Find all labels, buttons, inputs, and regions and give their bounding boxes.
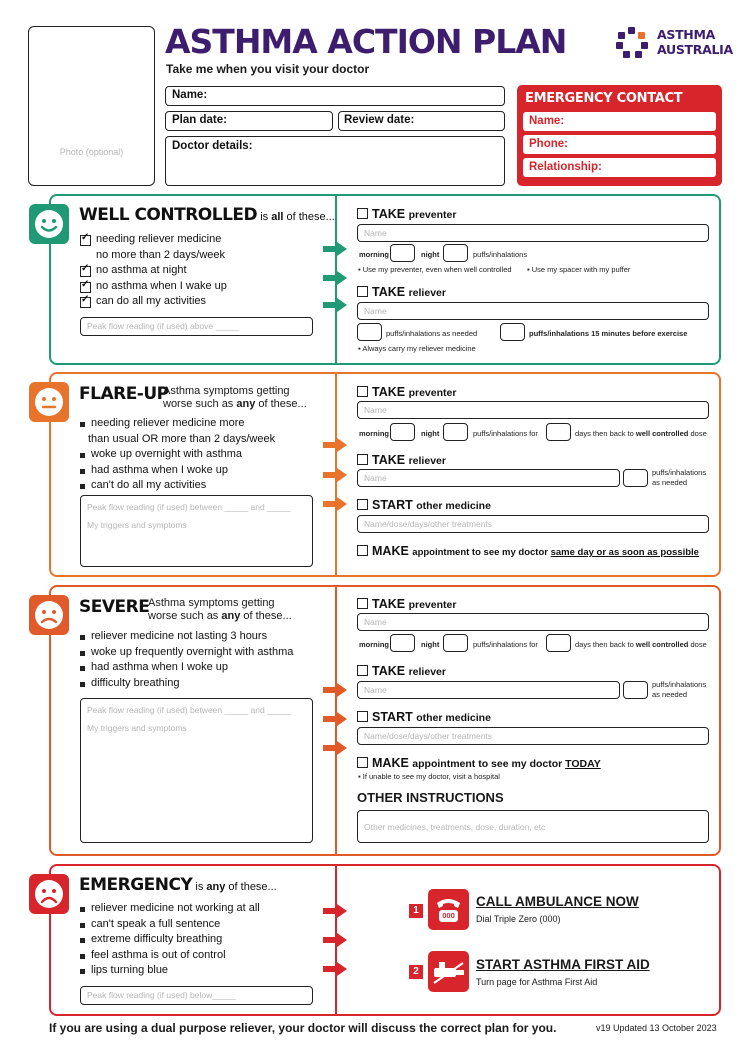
intro-post: of these... <box>255 398 307 410</box>
severe-symptom-list <box>79 629 329 691</box>
checkbox-icon[interactable] <box>357 208 368 219</box>
flare-notes-field[interactable] <box>80 495 313 567</box>
step1-subtitle: Dial Triple Zero (000) <box>476 914 561 924</box>
list-item: can't do all my activities <box>79 478 329 494</box>
well-intro-post: of these... <box>283 211 335 223</box>
logo-text-1: ASTHMA <box>657 27 715 42</box>
puffs-label: puffs/inhalations <box>473 250 528 259</box>
well-preventer-name-field[interactable] <box>357 224 709 242</box>
puffs-for-label: puffs/inhalations for <box>473 429 538 438</box>
note-text: Always carry my reliever medicine <box>362 344 476 353</box>
inhaler-icon <box>428 951 469 992</box>
flare-symptom-list <box>79 416 329 494</box>
take-label: TAKE <box>372 664 406 678</box>
severe-take-preventer[interactable] <box>357 597 456 611</box>
days-back-label <box>575 429 707 438</box>
phone-icon <box>428 889 469 930</box>
appt-text: appointment to see my doctor <box>412 758 566 770</box>
footer-note: If you are using a dual purpose reliever, your doctor will discuss the correct plan for you. <box>49 1021 557 1035</box>
name-placeholder: Name <box>364 405 387 415</box>
happy-face-icon <box>29 204 69 244</box>
page-subtitle: Take me when you visit your doctor <box>166 62 370 76</box>
reliever-word: reliever <box>408 666 446 678</box>
ec-phone-label: Phone: <box>529 138 568 150</box>
start-label: START <box>372 498 413 512</box>
name-placeholder: Name <box>364 306 387 316</box>
puffs-for-label: puffs/inhalations for <box>473 640 538 649</box>
intro-bold: any <box>236 398 256 410</box>
checkbox-icon[interactable] <box>357 499 368 510</box>
list-item: had asthma when I woke up <box>79 463 329 479</box>
list-item: lips turning blue <box>79 963 329 979</box>
review-date-label: Review date: <box>344 114 415 126</box>
morning-label: morning <box>359 429 389 438</box>
ec-name-label: Name: <box>529 115 565 127</box>
page-title: ASTHMA ACTION PLAN <box>165 22 567 61</box>
name-label: Name: <box>172 89 208 101</box>
checkbox-icon[interactable] <box>357 454 368 465</box>
flare-start-other[interactable] <box>357 498 491 512</box>
well-title-text: WELL CONTROLLED <box>79 205 258 225</box>
well-peak-flow-field[interactable] <box>80 317 313 336</box>
step1-title: CALL AMBULANCE NOW <box>476 894 639 909</box>
severe-take-reliever[interactable] <box>357 664 446 678</box>
list-item: extreme difficulty breathing <box>79 932 329 948</box>
checkbox-icon[interactable] <box>357 598 368 609</box>
take-label: TAKE <box>372 207 406 221</box>
preventer-word: preventer <box>408 387 457 399</box>
days-pre: days then back to <box>575 640 636 649</box>
other-medicine-word: other medicine <box>416 712 491 724</box>
step2-title: START ASTHMA FIRST AID <box>476 957 650 972</box>
days-bold: well controlled <box>635 640 689 649</box>
well-take-preventer[interactable] <box>357 207 456 221</box>
well-arrow-3 <box>323 298 347 312</box>
intro-bold: any <box>221 610 241 622</box>
distressed-face-icon <box>29 874 69 914</box>
severe-arrow-2 <box>323 712 347 726</box>
photo-label: Photo (optional) <box>59 147 124 157</box>
peak-flow-ph: Peak flow reading (if used) between _____ and _____ <box>87 705 291 715</box>
well-intro-pre: is <box>257 211 272 223</box>
emergency-contact-panel <box>517 85 722 186</box>
sad-face-icon <box>29 595 69 635</box>
preventer-word: preventer <box>408 209 457 221</box>
morning-box[interactable] <box>390 244 415 262</box>
morning-label: morning <box>359 640 389 649</box>
start-label: START <box>372 710 413 724</box>
triggers-ph: My triggers and symptoms <box>87 723 187 733</box>
take-label: TAKE <box>372 285 406 299</box>
severe-title: SEVERE <box>79 597 150 617</box>
photo-box[interactable] <box>28 26 155 186</box>
well-take-reliever[interactable] <box>357 285 446 299</box>
well-peak-flow-ph: Peak flow reading (if used) above _____ <box>87 321 240 331</box>
phone-icon-text: 000 <box>442 911 455 920</box>
name-field[interactable] <box>165 86 505 106</box>
checkbox-icon[interactable] <box>357 711 368 722</box>
flare-preventer-name-field[interactable] <box>357 401 709 419</box>
well-symptom-list <box>80 232 330 310</box>
puffs-needed-label: puffs/inhalations as needed <box>386 329 478 338</box>
emergency-intro-bold: any <box>206 881 226 893</box>
puffs-line-2: as needed <box>652 478 688 487</box>
as-needed-box[interactable] <box>357 323 382 341</box>
step2-subtitle: Turn page for Asthma First Aid <box>476 977 598 987</box>
severe-arrow-1 <box>323 683 347 697</box>
severe-preventer-name-field[interactable] <box>357 613 709 631</box>
list-item: woke up overnight with asthma <box>79 447 329 463</box>
other-instructions-field[interactable] <box>357 810 709 843</box>
days-box[interactable] <box>546 634 571 652</box>
list-item: had asthma when I woke up <box>79 660 329 676</box>
logo-icon <box>614 26 650 60</box>
well-intro-bold: all <box>271 211 284 223</box>
severe-start-other[interactable] <box>357 710 491 724</box>
checkbox-icon[interactable] <box>357 545 368 556</box>
logo-text-2: AUSTRALIA <box>657 42 733 57</box>
take-label: TAKE <box>372 597 406 611</box>
morning-box[interactable] <box>390 634 415 652</box>
note-text: If unable to see my doctor, visit a hospital <box>362 772 500 781</box>
footer-version: v19 Updated 13 October 2023 <box>596 1023 717 1033</box>
intro-line-1: Asthma symptoms getting <box>163 385 290 397</box>
step1-number: 1 <box>409 904 423 918</box>
flare-reliever-name-field[interactable] <box>357 469 620 487</box>
intro-line-1: Asthma symptoms getting <box>148 597 275 609</box>
night-label: night <box>421 640 440 649</box>
list-item: feel asthma is out of control <box>79 948 329 964</box>
note-spacer: ▪ Use my spacer with my puffer <box>527 265 631 274</box>
name-placeholder: Name <box>364 473 387 483</box>
name-placeholder: Name <box>364 617 387 627</box>
night-box[interactable] <box>443 634 468 652</box>
reliever-word: reliever <box>408 287 446 299</box>
severe-reliever-name-field[interactable] <box>357 681 620 699</box>
flare-take-preventer[interactable] <box>357 385 456 399</box>
emergency-symptom-list <box>79 901 329 979</box>
list-item: reliever medicine not lasting 3 hours <box>79 629 329 645</box>
list-item-cont: than usual OR more than 2 days/week <box>88 432 276 445</box>
puffs-as-needed <box>652 680 706 700</box>
emergency-peak-flow-field[interactable] <box>80 986 313 1005</box>
intro-line-2 <box>148 610 292 623</box>
list-item: needing reliever medicine more <box>79 416 329 432</box>
emergency-contact-title: EMERGENCY CONTACT <box>525 91 683 106</box>
emergency-intro-pre: is <box>192 881 207 893</box>
flare-arrow-1 <box>323 438 347 452</box>
triggers-ph: My triggers and symptoms <box>87 520 187 530</box>
appt-underline: TODAY <box>565 758 601 770</box>
name-placeholder: Name <box>364 228 387 238</box>
make-label: MAKE <box>372 544 409 558</box>
checkbox-icon[interactable] <box>357 286 368 297</box>
severe-notes-field[interactable] <box>80 698 313 843</box>
list-item[interactable]: needing reliever medicine ✓ <box>80 232 330 248</box>
days-back-label <box>575 640 707 649</box>
night-label: night <box>421 429 440 438</box>
peak-flow-ph: Peak flow reading (if used) between _____ and _____ <box>87 502 291 512</box>
flare-make-appointment[interactable] <box>357 544 699 558</box>
neutral-face-icon <box>29 382 69 422</box>
checkbox-icon[interactable] <box>357 386 368 397</box>
list-item[interactable]: no asthma at night ✓ <box>80 263 330 279</box>
other-placeholder: Name/dose/days/other treatments <box>364 519 493 529</box>
flare-intro <box>163 385 307 411</box>
make-label: MAKE <box>372 756 409 770</box>
flare-arrow-2 <box>323 468 347 482</box>
name-placeholder: Name <box>364 685 387 695</box>
emergency-intro-post: of these... <box>225 881 277 893</box>
emergency-title-text: EMERGENCY <box>79 875 193 895</box>
puffs-exercise-label: puffs/inhalations 15 minutes before exercise <box>529 329 688 338</box>
checkbox-icon[interactable] <box>357 665 368 676</box>
list-item: woke up frequently overnight with asthma <box>79 645 329 661</box>
take-label: TAKE <box>372 453 406 467</box>
flare-take-reliever[interactable] <box>357 453 446 467</box>
days-box[interactable] <box>546 423 571 441</box>
severe-arrow-3 <box>323 741 347 755</box>
reliever-puffs-box[interactable] <box>623 469 648 487</box>
note-preventer: ▪ Use my preventer, even when well controlled <box>358 265 512 274</box>
emergency-arrow-3 <box>323 962 347 976</box>
plan-date-label: Plan date: <box>172 114 227 126</box>
carry-note: ▪ Always carry my reliever medicine <box>358 344 476 353</box>
asthma-australia-logo <box>614 26 733 60</box>
night-label: night <box>421 250 440 259</box>
step2-number: 2 <box>409 965 423 979</box>
puffs-as-needed <box>652 468 706 488</box>
intro-pre: worse such as <box>163 398 237 410</box>
other-instructions-heading: OTHER INSTRUCTIONS <box>357 790 504 805</box>
well-reliever-name-field[interactable] <box>357 302 709 320</box>
puffs-line-1: puffs/inhalations <box>652 680 707 689</box>
take-label: TAKE <box>372 385 406 399</box>
other-placeholder: Name/dose/days/other treatments <box>364 731 493 741</box>
well-arrow-2 <box>323 271 347 285</box>
days-pre: days then back to <box>575 429 636 438</box>
night-box[interactable] <box>443 423 468 441</box>
days-post: dose <box>688 640 707 649</box>
days-post: dose <box>688 429 707 438</box>
emergency-arrow-2 <box>323 933 347 947</box>
list-item-cont: no more than 2 days/week <box>96 248 226 261</box>
flare-arrow-3 <box>323 497 347 511</box>
note-text: Use my preventer, even when well controlled <box>362 265 512 274</box>
preventer-word: preventer <box>408 599 457 611</box>
days-bold: well controlled <box>635 429 689 438</box>
doctor-details-label: Doctor details: <box>172 140 253 152</box>
reliever-word: reliever <box>408 455 446 467</box>
night-box[interactable] <box>443 244 468 262</box>
list-item: difficulty breathing <box>79 676 329 692</box>
other-instr-ph: Other medicines, treatments, dose, duration, etc <box>364 822 546 832</box>
well-title <box>79 205 335 225</box>
puffs-line-1: puffs/inhalations <box>652 468 707 477</box>
puffs-line-2: as needed <box>652 690 688 699</box>
list-item[interactable]: can do all my activities ✓ <box>80 294 330 310</box>
intro-pre: worse such as <box>148 610 222 622</box>
appt-text: appointment to see my doctor <box>412 547 551 558</box>
morning-label: morning <box>359 250 389 259</box>
appt-underline: same day or as soon as possible <box>550 547 699 558</box>
unable-note: ▪ If unable to see my doctor, visit a hospital <box>358 772 500 781</box>
flare-title: FLARE-UP <box>79 384 169 404</box>
severe-other-field[interactable] <box>357 727 709 745</box>
reliever-puffs-box[interactable] <box>623 681 648 699</box>
note-text: Use my spacer with my puffer <box>531 265 631 274</box>
checkbox-icon[interactable] <box>357 757 368 768</box>
emergency-title <box>79 875 277 895</box>
emergency-arrow-1 <box>323 904 347 918</box>
severe-make-appointment[interactable] <box>357 756 601 770</box>
list-item: can't speak a full sentence <box>79 917 329 933</box>
morning-box[interactable] <box>390 423 415 441</box>
intro-post: of these... <box>240 610 292 622</box>
intro-line-2 <box>163 398 307 411</box>
exercise-box[interactable] <box>500 323 525 341</box>
other-medicine-word: other medicine <box>416 500 491 512</box>
list-item: reliever medicine not working at all <box>79 901 329 917</box>
ec-relationship-label: Relationship: <box>529 161 602 173</box>
list-item[interactable]: no asthma when I wake up ✓ <box>80 279 330 295</box>
flare-other-field[interactable] <box>357 515 709 533</box>
well-arrow-1 <box>323 242 347 256</box>
severe-intro <box>148 597 292 623</box>
emergency-peak-flow-ph: Peak flow reading (if used) below_____ <box>87 990 236 1000</box>
